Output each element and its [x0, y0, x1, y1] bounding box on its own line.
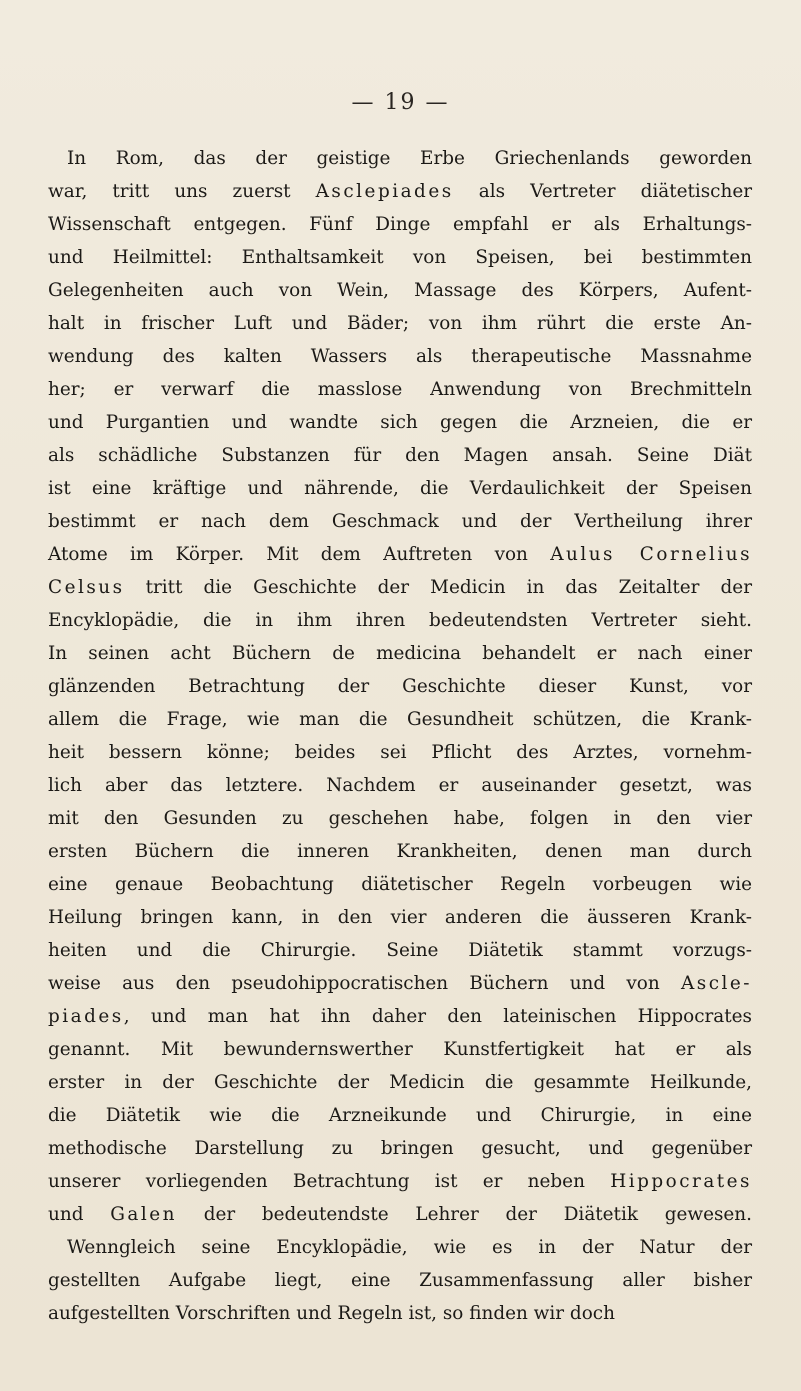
- text-line: [48, 637, 752, 670]
- text-line: [48, 1033, 752, 1066]
- text-line: [48, 142, 752, 175]
- line-text: erster in der Geschichte der Medicin die gesammte Heilkunde,: [48, 1072, 752, 1093]
- line-text: In Rom, das der geistige Erbe Griechenlands geworden: [67, 148, 752, 169]
- line-text: und Purgantien und wandte sich gegen die Arzneien, die er: [48, 412, 752, 433]
- line-text: heiten und die Chirurgie. Seine Diätetik stammt vorzugs-: [48, 940, 752, 961]
- spaced-name: Celsus: [48, 577, 125, 598]
- line-text: als schädliche Substanzen für den Magen ansah. Seine Diät: [48, 445, 752, 466]
- line-text: war, tritt uns zuerst: [48, 181, 316, 202]
- text-line: [48, 736, 752, 769]
- text-line: [48, 208, 752, 241]
- line-text: heit bessern könne; beides sei Pflicht des Arztes, vornehm-: [48, 742, 752, 763]
- text-line: [48, 571, 752, 604]
- line-text: , und man hat ihn daher den lateinischen Hippocrates: [123, 1006, 752, 1027]
- line-text: mit den Gesunden zu geschehen habe, folgen in den vier: [48, 808, 752, 829]
- spaced-name: Aulus Cornelius: [550, 544, 753, 565]
- text-line: [48, 1099, 752, 1132]
- line-text: die Diätetik wie die Arzneikunde und Chirurgie, in eine: [48, 1105, 752, 1126]
- page-number: — 19 —: [351, 90, 450, 115]
- line-text: halt in frischer Luft und Bäder; von ihm rührt die erste An-: [48, 313, 752, 334]
- text-line: [48, 901, 752, 934]
- line-text: gestellten Aufgabe liegt, eine Zusammenfassung aller bisher: [48, 1270, 752, 1291]
- line-text: Wissenschaft entgegen. Fünf Dinge empfahl er als Erhaltungs-: [48, 214, 752, 235]
- body-text: [48, 142, 752, 1330]
- line-text: lich aber das letztere. Nachdem er auseinander gesetzt, was: [48, 775, 752, 796]
- spaced-name: piades: [48, 1006, 124, 1027]
- text-line: [48, 241, 752, 274]
- text-line: [48, 340, 752, 373]
- line-text: eine genaue Beobachtung diätetischer Regeln vorbeugen wie: [48, 874, 752, 895]
- text-line: [48, 1165, 752, 1198]
- text-line: [48, 1132, 752, 1165]
- text-line: [48, 604, 752, 637]
- spaced-name: Asclepiades: [315, 181, 454, 202]
- text-line: [48, 868, 752, 901]
- text-line: [48, 934, 752, 967]
- spaced-name: Galen: [110, 1204, 177, 1225]
- spaced-name: Ascle-: [681, 973, 752, 994]
- text-line: [48, 835, 752, 868]
- line-text: unserer vorliegenden Betrachtung ist er neben: [48, 1171, 611, 1192]
- line-text: Heilung bringen kann, in den vier anderen die äusseren Krank-: [48, 907, 752, 928]
- text-line: [48, 802, 752, 835]
- line-text: glänzenden Betrachtung der Geschichte dieser Kunst, vor: [48, 676, 752, 697]
- text-line: [48, 769, 752, 802]
- line-text: ist eine kräftige und nährende, die Verdaulichkeit der Speisen: [48, 478, 752, 499]
- text-line: [48, 1066, 752, 1099]
- text-line: [48, 1231, 752, 1264]
- line-text: weise aus den pseudohippocratischen Büchern und von: [48, 973, 681, 994]
- line-text: aufgestellten Vorschriften und Regeln ist, so finden wir doch: [48, 1303, 615, 1324]
- text-line: [48, 439, 752, 472]
- text-line: [48, 670, 752, 703]
- text-line: [48, 538, 752, 571]
- text-line: [48, 967, 752, 1000]
- line-text: ersten Büchern die inneren Krankheiten, denen man durch: [48, 841, 752, 862]
- text-line: [48, 703, 752, 736]
- line-text: genannt. Mit bewundernswerther Kunstfertigkeit hat er als: [48, 1039, 752, 1060]
- line-text: Atome im Körper. Mit dem Auftreten von: [48, 544, 551, 565]
- text-line: [48, 1297, 752, 1330]
- line-text: her; er verwarf die masslose Anwendung von Brechmitteln: [48, 379, 752, 400]
- line-text: der bedeutendste Lehrer der Diätetik gewesen.: [176, 1204, 752, 1225]
- spaced-name: Hippocrates: [610, 1171, 752, 1192]
- line-text: allem die Frage, wie man die Gesundheit schützen, die Krank-: [48, 709, 752, 730]
- text-line: [48, 373, 752, 406]
- line-text: methodische Darstellung zu bringen gesucht, und gegenüber: [48, 1138, 752, 1159]
- line-text: Wenngleich seine Encyklopädie, wie es in der Natur der: [67, 1237, 752, 1258]
- line-text: als Vertreter diätetischer: [453, 181, 752, 202]
- line-text: bestimmt er nach dem Geschmack und der Vertheilung ihrer: [48, 511, 752, 532]
- text-line: [48, 1000, 752, 1033]
- line-text: Encyklopädie, die in ihm ihren bedeutendsten Vertreter sieht.: [48, 610, 752, 631]
- text-line: [48, 1198, 752, 1231]
- line-text: Gelegenheiten auch von Wein, Massage des Körpers, Aufent-: [48, 280, 752, 301]
- text-line: [48, 175, 752, 208]
- line-text: und Heilmittel: Enthaltsamkeit von Speisen, bei bestimmten: [48, 247, 752, 268]
- text-line: [48, 1264, 752, 1297]
- line-text: wendung des kalten Wassers als therapeutische Massnahme: [48, 346, 752, 367]
- line-text: In seinen acht Büchern de medicina behandelt er nach einer: [48, 643, 752, 664]
- text-line: [48, 472, 752, 505]
- text-line: [48, 307, 752, 340]
- text-line: [48, 274, 752, 307]
- line-text: und: [48, 1204, 111, 1225]
- line-text: tritt die Geschichte der Medicin in das Zeitalter der: [124, 577, 752, 598]
- text-line: [48, 406, 752, 439]
- text-line: [48, 505, 752, 538]
